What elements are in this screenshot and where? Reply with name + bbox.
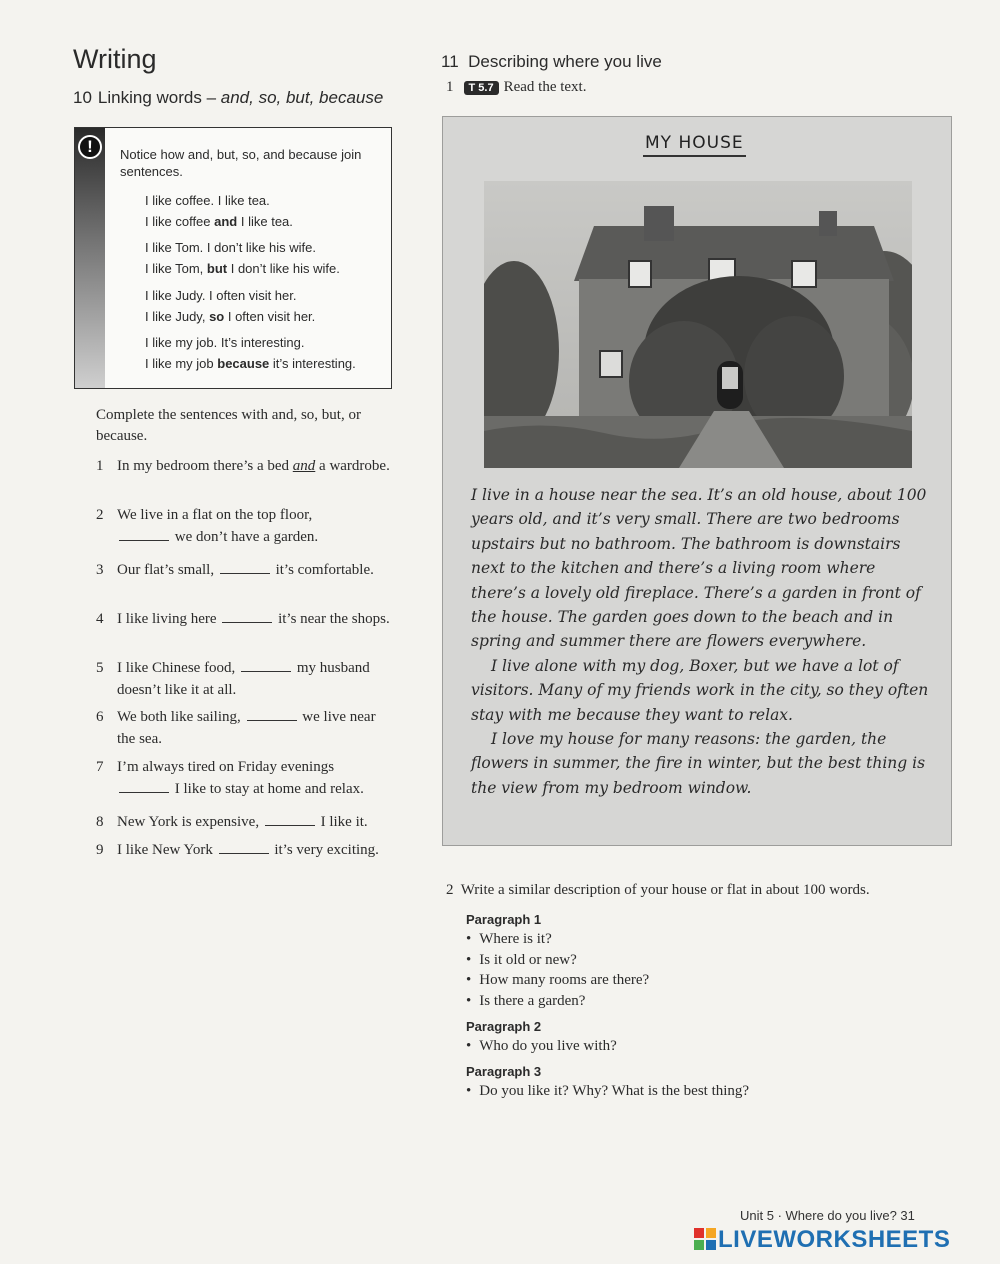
sentence-item: 3 Our flat’s small, it’s comfortable. (96, 562, 374, 578)
paragraph-2-heading: Paragraph 2 (466, 1019, 542, 1034)
sentence-item: 1 In my bedroom there’s a bed and a wardrobe. (96, 458, 390, 474)
text-paragraph-2: I live alone with my dog, Boxer, but we have a lot of visitors. Many of my friends work in the city, so they often stay with me because they want to relax. (471, 656, 929, 724)
prompt-bullet: • Do you like it? Why? What is the best thing? (466, 1083, 749, 1100)
paragraph-3-heading: Paragraph 3 (466, 1064, 542, 1079)
example-line: I like my job. It’s interesting. (145, 335, 305, 350)
exercise-11-title: 11 Describing where you live (441, 52, 662, 71)
sentence-item: 8 New York is expensive, I like it. (96, 814, 368, 830)
step-2: 2 Write a similar description of your house or flat in about 100 words. (446, 882, 870, 898)
example-3 (145, 285, 315, 327)
answer-blank[interactable] (119, 779, 169, 793)
reading-text-panel (442, 116, 952, 846)
house-illustration (484, 181, 912, 468)
answer-blank[interactable] (222, 609, 272, 623)
example-line: I like coffee. I like tea. (145, 193, 270, 208)
exercise-instruction: Complete the sentences with and, so, but, or because. (96, 407, 361, 444)
prompt-bullet: • Is it old or new? (466, 952, 577, 969)
example-4 (145, 332, 356, 374)
text-paragraph-3: I love my house for many reasons: the garden, the flowers in summer, the fire in winter, but the best thing is the view from my bedroom window. (471, 730, 926, 797)
example-1 (145, 190, 293, 232)
answer-blank[interactable] (241, 658, 291, 672)
page-footer: Unit 5 · Where do you live? 31 (740, 1208, 915, 1223)
section-heading: Writing (73, 44, 157, 74)
notice-intro: Notice how and, but, so, and because join sentences. (120, 147, 362, 179)
example-line: I like Judy. I often visit her. (145, 288, 297, 303)
notice-strip (75, 128, 105, 388)
panel-title: MY HOUSE (643, 133, 746, 157)
example-line-joined: I like Judy, so I often visit her. (145, 309, 316, 324)
sentence-item: 9 I like New York it’s very exciting. (96, 842, 379, 858)
sentence-item: 6 We both like sailing, we live near the sea. (96, 709, 376, 747)
example-line-joined: I like coffee and I like tea. (145, 214, 293, 229)
sentence-item: 4 I like living here it’s near the shops. (96, 611, 390, 627)
exclamation-icon: ! (78, 135, 102, 159)
example-line: I like Tom. I don’t like his wife. (145, 240, 316, 255)
answer-blank[interactable] (219, 840, 269, 854)
prompt-bullet: • Who do you live with? (466, 1038, 617, 1055)
exercise-title-plain: Linking words – (97, 88, 221, 107)
text-paragraph-1: I live in a house near the sea. It’s an old house, about 100 years old, and it’s very small. There are two bedrooms upstairs but no bathroom. The bathroom is downstairs next to the kitchen and there’s a living room where there’s a lovely old fireplace. There’s a garden in front of the house. The garden goes down to the beach and in spring and summer there are flowers everywhere. (471, 486, 927, 651)
house-photo (484, 181, 912, 468)
brand-logo[interactable] (694, 1226, 950, 1254)
brand-name: LIVEWORKSHEETS (718, 1226, 951, 1253)
prompt-bullet: • How many rooms are there? (466, 972, 649, 989)
grammar-notice-box (74, 127, 392, 389)
example-line-joined: I like Tom, but I don’t like his wife. (145, 261, 340, 276)
answer-example: and (292, 458, 316, 474)
sentence-item: 5 I like Chinese food, my husband doesn’t like it at all. (96, 660, 370, 698)
prompt-bullet: • Where is it? (466, 931, 552, 948)
exercise-title-italic: and, so, but, because (220, 88, 384, 107)
paragraph-1-heading: Paragraph 1 (466, 912, 542, 927)
exercise-10-title (73, 88, 383, 108)
example-line-joined: I like my job because it’s interesting. (145, 356, 356, 371)
handwritten-text (471, 483, 935, 800)
audio-track-tag[interactable]: T 5.7 (464, 81, 499, 95)
liveworksheets-icon (694, 1228, 716, 1250)
answer-blank[interactable] (247, 707, 297, 721)
answer-blank[interactable] (265, 812, 315, 826)
answer-blank[interactable] (220, 560, 270, 574)
example-2 (145, 237, 340, 279)
exercise-number: 10 (73, 88, 92, 107)
answer-blank[interactable] (119, 527, 169, 541)
sentence-item: 7 I’m always tired on Friday evenings I like to stay at home and relax. (96, 759, 364, 797)
step-1: 1 T 5.7 Read the text. (446, 79, 587, 95)
sentence-item: 2 We live in a flat on the top floor, we don’t have a garden. (96, 507, 319, 545)
prompt-bullet: • Is there a garden? (466, 993, 585, 1010)
